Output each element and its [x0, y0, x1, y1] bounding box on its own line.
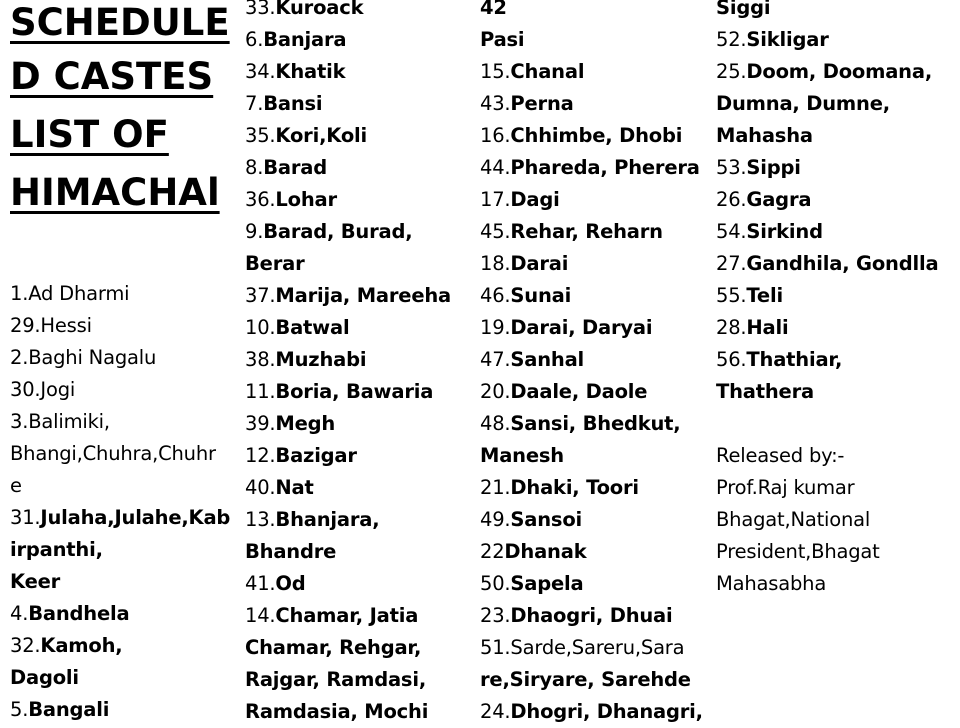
list-item [10, 438, 242, 470]
item-number: 52. [716, 28, 747, 51]
item-number: 10. [245, 316, 276, 339]
list-item [480, 504, 714, 536]
list-item [480, 24, 714, 56]
caste-name: Sansi, Bhedkut, [510, 412, 681, 435]
caste-name: Darai [510, 252, 569, 275]
item-number: 44. [480, 156, 511, 179]
list-item [716, 312, 960, 344]
caste-name: Kori,Koli [275, 124, 368, 147]
item-number: 40. [245, 476, 276, 499]
caste-name: Darai, Daryai [510, 316, 653, 339]
list-item [10, 502, 242, 534]
item-number: 33. [245, 0, 276, 19]
caste-name: Dhogri, Dhanagri, [510, 700, 703, 723]
list-item [10, 694, 242, 726]
list-item [245, 568, 477, 600]
item-number: 6. [245, 28, 264, 51]
list-item [245, 0, 477, 24]
caste-name: 3.Balimiki, [10, 410, 110, 433]
caste-name: Sunai [510, 284, 572, 307]
released-line [716, 568, 960, 600]
item-number: 47. [480, 348, 511, 371]
list-item [480, 344, 714, 376]
caste-name: Berar [245, 252, 305, 275]
list-item [10, 598, 242, 630]
item-number: 16. [480, 124, 511, 147]
list-item [245, 408, 477, 440]
list-item [10, 310, 242, 342]
caste-name: 2.Baghi Nagalu [10, 346, 157, 369]
released-line [716, 440, 960, 472]
item-number: 22 [480, 540, 505, 563]
item-number: 41. [245, 572, 276, 595]
caste-name: Sarde,Sareru,Sara [510, 636, 685, 659]
list-item [716, 0, 960, 24]
item-number: 55. [716, 284, 747, 307]
caste-name: Chamar, Rehgar, [245, 636, 422, 659]
list-item [480, 248, 714, 280]
caste-name: Gandhila, Gondlla [746, 252, 939, 275]
caste-name: Banjara [263, 28, 347, 51]
released-text: Released by:- [716, 444, 845, 467]
list-item [480, 472, 714, 504]
caste-name: Phareda, Pherera [510, 156, 700, 179]
item-number: 32. [10, 634, 41, 657]
released-line [716, 472, 960, 504]
spacer [716, 408, 960, 440]
list-item [480, 536, 714, 568]
list-item [245, 376, 477, 408]
title-line: HIMACHAl [10, 171, 220, 214]
list-item [10, 630, 242, 662]
caste-name: Dhaogri, Dhuai [510, 604, 673, 627]
list-item [245, 344, 477, 376]
caste-name: Pasi [480, 28, 525, 51]
caste-name: irpanthi, [10, 538, 103, 561]
released-line [716, 536, 960, 568]
title-line: D CASTES [10, 55, 214, 98]
item-number: 13. [245, 508, 276, 531]
caste-name: Sikligar [746, 28, 829, 51]
caste-name: Sirkind [746, 220, 823, 243]
list-item [480, 152, 714, 184]
caste-name: Boria, Bawaria [275, 380, 434, 403]
caste-name: 30.Jogi [10, 378, 76, 401]
item-number: 23. [480, 604, 511, 627]
list-item [245, 280, 477, 312]
caste-name: Dumna, Dumne, [716, 92, 890, 115]
item-number: 56. [716, 348, 747, 371]
item-number: 54. [716, 220, 747, 243]
caste-name: Kamoh, [40, 634, 123, 657]
title-line: LIST OF [10, 113, 169, 156]
caste-name: Batwal [275, 316, 350, 339]
item-number: 37. [245, 284, 276, 307]
list-item [716, 88, 960, 120]
caste-name: Nat [275, 476, 314, 499]
list-item [480, 600, 714, 632]
list-item [245, 312, 477, 344]
item-number: 53. [716, 156, 747, 179]
caste-name: Marija, Mareeha [275, 284, 451, 307]
list-item [480, 664, 714, 696]
list-item [716, 152, 960, 184]
caste-name: Thathiar, [746, 348, 843, 371]
caste-name: Chamar, Jatia [275, 604, 419, 627]
caste-name: Chhimbe, Dhobi [510, 124, 683, 147]
list-item [10, 662, 242, 694]
list-item [480, 440, 714, 472]
caste-name: Kuroack [275, 0, 364, 19]
item-number: 39. [245, 412, 276, 435]
list-item [716, 24, 960, 56]
list-item [716, 120, 960, 152]
list-item [480, 216, 714, 248]
caste-name: Sansoi [510, 508, 582, 531]
list-item [716, 216, 960, 248]
list-item [245, 504, 477, 536]
list-item [480, 376, 714, 408]
item-number: 28. [716, 316, 747, 339]
caste-name: Bhangi,Chuhra,Chuhr [10, 442, 216, 465]
list-item [245, 56, 477, 88]
list-item [245, 664, 477, 696]
caste-name: Bhanjara, [275, 508, 380, 531]
list-item [245, 600, 477, 632]
list-item [245, 216, 477, 248]
item-number: 18. [480, 252, 511, 275]
list-item [245, 440, 477, 472]
caste-name: Sippi [746, 156, 801, 179]
released-text: Mahasabha [716, 572, 827, 595]
item-number: 11. [245, 380, 276, 403]
list-item [10, 374, 242, 406]
caste-name: Thathera [716, 380, 814, 403]
list-item [716, 344, 960, 376]
caste-name: Bansi [263, 92, 323, 115]
list-item [245, 120, 477, 152]
caste-name: Barad, Burad, [263, 220, 413, 243]
list-item [245, 248, 477, 280]
caste-name: Manesh [480, 444, 564, 467]
caste-list-3 [480, 0, 714, 728]
item-number: 51. [480, 636, 511, 659]
item-number: 36. [245, 188, 276, 211]
list-item [480, 184, 714, 216]
item-number: 14. [245, 604, 276, 627]
item-number: 46. [480, 284, 511, 307]
list-item [716, 56, 960, 88]
list-item [10, 470, 242, 502]
caste-name: Rehar, Reharn [510, 220, 663, 243]
caste-name: Od [275, 572, 306, 595]
list-item [245, 536, 477, 568]
caste-name: Doom, Doomana, [746, 60, 933, 83]
item-number: 15. [480, 60, 511, 83]
list-item [480, 312, 714, 344]
list-item [480, 280, 714, 312]
list-item [480, 120, 714, 152]
item-number: 12. [245, 444, 276, 467]
item-number: 26. [716, 188, 747, 211]
caste-name: Dagi [510, 188, 560, 211]
caste-name: Bhandre [245, 540, 337, 563]
list-item [480, 408, 714, 440]
item-number: 25. [716, 60, 747, 83]
list-item [245, 24, 477, 56]
list-item [716, 280, 960, 312]
list-item [480, 568, 714, 600]
item-number: 31. [10, 506, 41, 529]
caste-name: Mahasha [716, 124, 813, 147]
caste-name: Sanhal [510, 348, 585, 371]
item-number: 48. [480, 412, 511, 435]
caste-name: Rajgar, Ramdasi, [245, 668, 427, 691]
caste-name: Julaha,Julahe,Kab [40, 506, 231, 529]
caste-name: Daale, Daole [510, 380, 648, 403]
list-item [716, 376, 960, 408]
caste-name: Dhanak [504, 540, 587, 563]
released-line [716, 504, 960, 536]
caste-name: 1.Ad Dharmi [10, 282, 130, 305]
item-number: 7. [245, 92, 264, 115]
caste-name: 42 [480, 0, 507, 19]
list-item [10, 278, 242, 310]
item-number: 24. [480, 700, 511, 723]
item-number: 43. [480, 92, 511, 115]
item-number: 38. [245, 348, 276, 371]
caste-name: Gagra [746, 188, 812, 211]
released-text: Bhagat,National [716, 508, 871, 531]
caste-name: Dhaki, Toori [510, 476, 639, 499]
list-item [716, 184, 960, 216]
item-number: 5. [10, 698, 29, 721]
list-item [10, 406, 242, 438]
caste-list-4 [716, 0, 960, 600]
item-number: 49. [480, 508, 511, 531]
item-number: 21. [480, 476, 511, 499]
item-number: 45. [480, 220, 511, 243]
list-item [245, 184, 477, 216]
caste-name: Dagoli [10, 666, 79, 689]
caste-name: Sapela [510, 572, 584, 595]
item-number: 20. [480, 380, 511, 403]
caste-name: Bazigar [275, 444, 357, 467]
caste-name: Ramdasia, Mochi [245, 700, 429, 723]
caste-name: Chanal [510, 60, 585, 83]
item-number: 35. [245, 124, 276, 147]
item-number: 17. [480, 188, 511, 211]
caste-name: Megh [275, 412, 336, 435]
released-text: President,Bhagat [716, 540, 880, 563]
caste-name: Barad [263, 156, 327, 179]
caste-name: e [10, 474, 22, 497]
item-number: 8. [245, 156, 264, 179]
caste-name: Siggi [716, 0, 771, 19]
list-item [480, 56, 714, 88]
caste-name: Hali [746, 316, 789, 339]
list-item [716, 248, 960, 280]
list-item [10, 566, 242, 598]
caste-name: re,Siryare, Sarehde [480, 668, 691, 691]
item-number: 34. [245, 60, 276, 83]
caste-name: Teli [746, 284, 783, 307]
caste-name: Lohar [275, 188, 337, 211]
item-number: 9. [245, 220, 264, 243]
list-item [245, 632, 477, 664]
list-item [480, 696, 714, 728]
caste-list-1 [10, 278, 242, 726]
caste-name: Khatik [275, 60, 346, 83]
list-item [480, 88, 714, 120]
list-item [10, 534, 242, 566]
item-number: 19. [480, 316, 511, 339]
item-number: 27. [716, 252, 747, 275]
list-item [245, 472, 477, 504]
item-number: 50. [480, 572, 511, 595]
caste-name: Bangali [28, 698, 110, 721]
released-text: Prof.Raj kumar [716, 476, 855, 499]
item-number: 4. [10, 602, 29, 625]
list-item [245, 152, 477, 184]
caste-name: Bandhela [28, 602, 130, 625]
caste-name: Keer [10, 570, 61, 593]
list-item [10, 342, 242, 374]
caste-name: 29.Hessi [10, 314, 92, 337]
title-line: SCHEDULE [10, 1, 230, 44]
caste-name: Perna [510, 92, 574, 115]
list-item [480, 632, 714, 664]
list-item [245, 88, 477, 120]
caste-name: Muzhabi [275, 348, 367, 371]
caste-list-2 [245, 0, 477, 728]
list-item [245, 696, 477, 728]
list-item [480, 0, 714, 24]
